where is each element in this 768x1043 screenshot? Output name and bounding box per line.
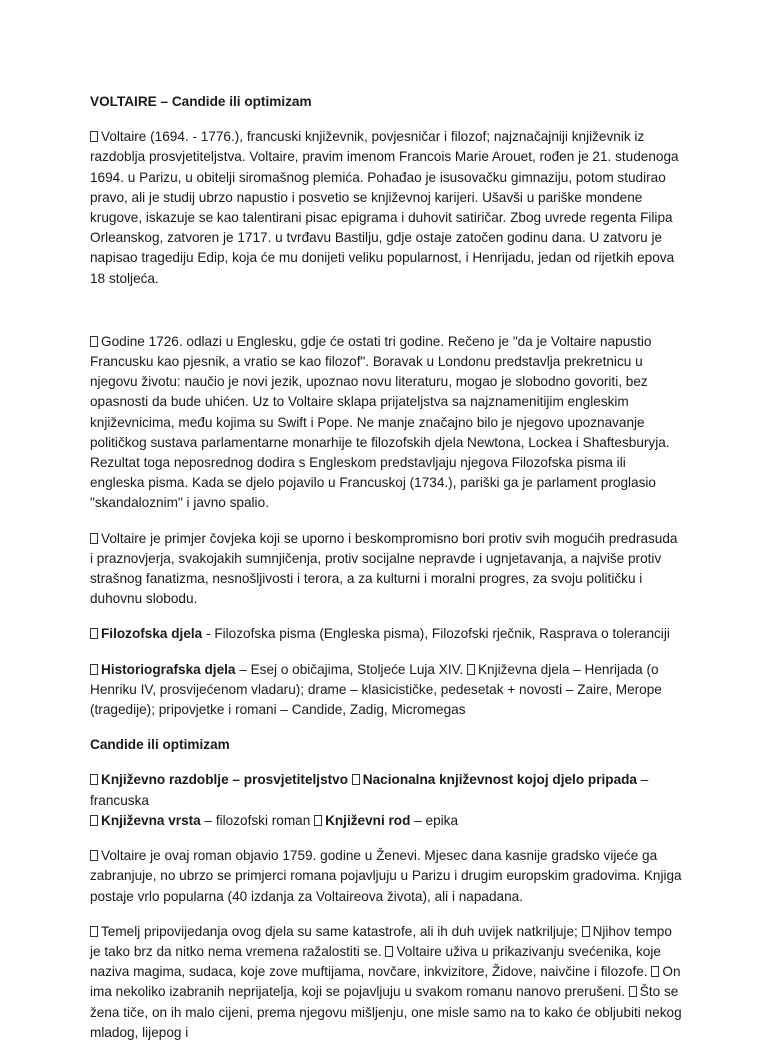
bullet-glyph-icon [90,664,98,675]
paragraph-narration: Temelj pripovijedanja ovog djela su same katastrofe, ali ih duh uvijek natkriljuje; Njihov tempo je tako brz da nitko nema vremena ražalostiti se. Voltaire uživa u prikazivanju svećenika, koje naziva magima, sudaca, koje zove muftijama, novčare, inkvizitore, Židove, naivčine i filozofe. On ima nekoliko izabranih neprijatelja, koji se pojavljuju u svakom romanu nanovo prerušeni. Što se žena tiče, on ih malo cijeni, prema njegovu mišljenju, one misle samo na to kako će obljubiti nekog mladog, lijepog i [90,923,682,1040]
paragraph-england: Godine 1726. odlazi u Englesku, gdje će ostati tri godine. Rečeno je "da je Voltaire napustio Francusku kao pjesnik, a vratio se kao filozof". Boravak u Londonu predstavlja prekretnicu u njegovu životu: naučio je novi jezik, upoznao novu literaturu, mogao je slobodno govoriti, bez opasnosti da bude uhićen. Uz to Voltaire sklapa prijateljstva sa najznamenitijim engleskim književnicima, među kojima su Swift i Pope. Ne manje značajno bilo je njegovo upoznavanje političkog sustava parlamentarne monarhije te filozofskih djela Newtona, Lockea i Shaftesburyja. Rezultat toga neposrednog dodira s Engleskom predstavljaju njegova Filozofska pisma ili engleska pisma. Kada se djelo pojavilo u Francuskoj (1734.), pariški ga je parlament proglasio "skandaloznim" i javno spalio. [90,333,670,511]
bullet-glyph-icon [90,850,98,861]
paragraph-philosophical-works: Filozofska djela - Filozofska pisma (Engleska pisma), Filozofski rječnik, Rasprava o toleranciji [90,624,682,644]
bullet-glyph-icon [90,131,98,142]
bullet-glyph-icon [90,533,98,544]
bullet-glyph-icon [314,815,322,826]
bullet-glyph-icon [467,664,475,675]
bullet-glyph-icon [629,986,637,997]
bullet-glyph-icon [651,966,659,977]
paragraph-publication: Voltaire je ovaj roman objavio 1759. godine u Ženevi. Mjesec dana kasnije gradsko vijeće ga zabranjuje, no ubrzo se primjerci romana pojavljuju u Parizu i drugim europskim gradovima. Knjiga postaje vrlo popularna (40 izdanja za Voltaireova života), ali i napadana. [90,848,682,904]
bullet-glyph-icon [90,336,98,347]
bullet-glyph-icon [90,815,98,826]
paragraph-classification: Književno razdoblje – prosvjetiteljstvo Nacionalna književnost kojoj djelo pripada – francuska Književna vrsta – filozofski roman Književni rod – epika [90,772,649,828]
bullet-glyph-icon [582,926,590,937]
bullet-glyph-icon [352,774,360,785]
bullet-glyph-icon [90,926,98,937]
paragraph-character: Voltaire je primjer čovjeka koji se uporno i beskompromisno bori protiv svih mogućih predrasuda i praznovjerja, svakojakih sumnjičenja, protiv socijalne nepravde i ugnjetavanja, a najviše protiv strašnog fanatizma, nesnošljivosti i terora, a za kulturni i moralni progres, za svoju političku i duhovnu slobodu. [90,530,678,607]
paragraph-biography: Voltaire (1694. - 1776.), francuski književnik, povjesničar i filozof; najznačajniji književnik iz razdoblja prosvjetiteljstva. Voltaire, pravim imenom Francois Marie Arouet, rođen je 21. studenoga 1694. u Parizu, u obitelji siromašnog plemića. Pohađao je isusovačku gimnaziju, potom studirao pravo, ali je studij ubrzo napustio i posvetio se književnoj karijeri. Ušavši u pariške mondene krugove, iskazuje se kao talentirani pisac epigrama i duhovit satiričar. Zbog uvrede regenta Filipa Orleanskog, zatvoren je 1717. u tvrđavu Bastilju, gdje ostaje zatočen godinu dana. U zatvoru je napisao tragediju Edip, koja će mu donijeti veliku popularnost, i Henrijadu, jedan od rijetkih epova 18 stoljeća. [90,129,679,286]
section-title: Candide ili optimizam [90,737,230,753]
bullet-glyph-icon [90,628,98,639]
bullet-glyph-icon [385,946,393,957]
bullet-glyph-icon [90,774,98,785]
paragraph-historiographic-works: Historiografska djela – Esej o običajima, Stoljeće Luja XIV. Književna djela – Henrijada (o Henriku IV, prosvijećenom vladaru); drame – klasicističke, pedesetak + novosti – Zaire, Merope (tragedije); pripovjetke i romani – Candide, Zadig, Micromegas [90,661,662,718]
document-title: VOLTAIRE – Candide ili optimizam [90,94,312,109]
